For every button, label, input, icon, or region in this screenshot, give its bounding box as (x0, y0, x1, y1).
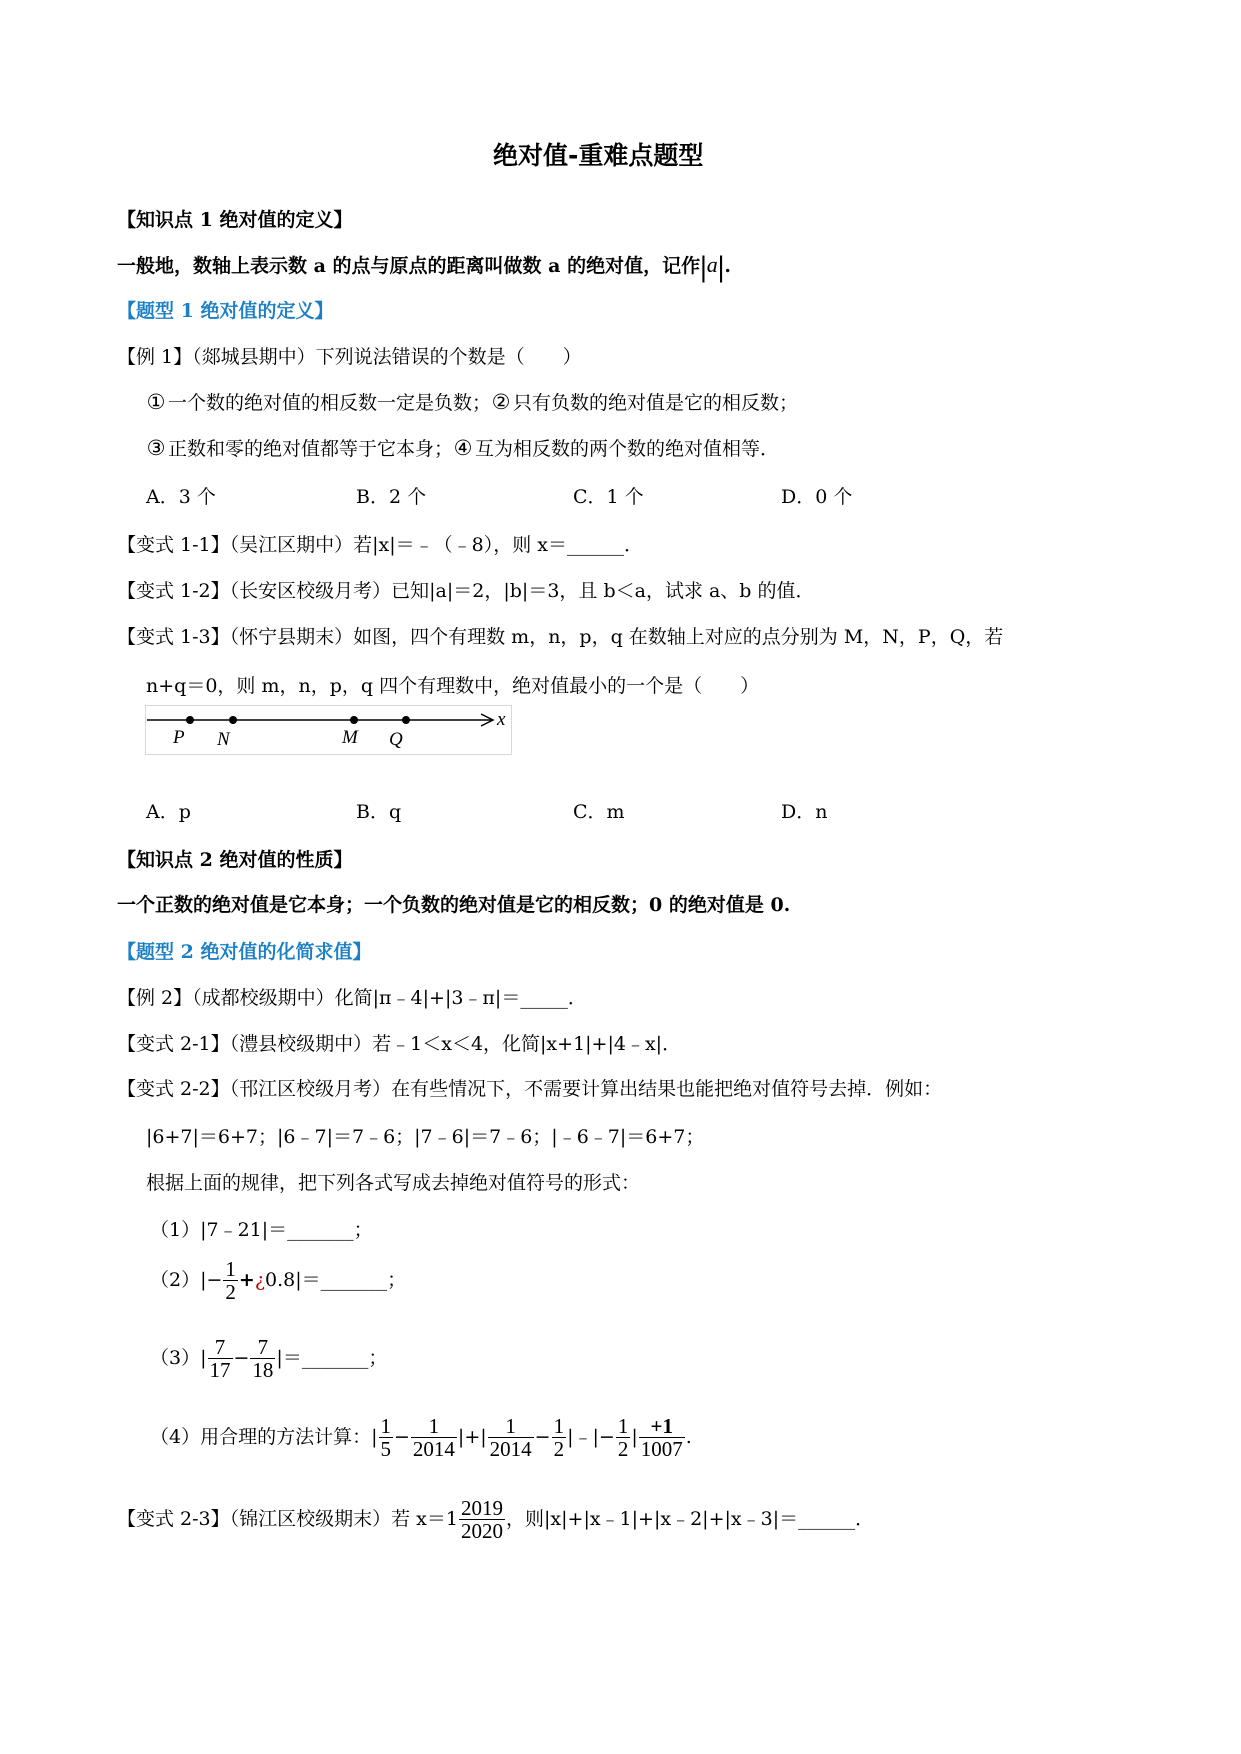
variant-1-2-label: 【变式 1-2】 (117, 580, 230, 602)
q4-f3-num: 1 (505, 1414, 516, 1438)
variant-2-3 (117, 1497, 874, 1542)
q3-b-num: 7 (257, 1335, 269, 1359)
variant-2-2-examples: |6+7|＝6+7；|6﹣7|＝7﹣6；|7﹣6|＝7﹣6；|﹣6﹣7|＝6+7； (146, 1126, 705, 1148)
example-2-label: 【例 2】 (117, 987, 193, 1009)
abs-bar-right: | (717, 250, 725, 283)
variant-1-2 (117, 576, 815, 603)
q4-minus-2: − (534, 1426, 551, 1449)
variant-1-3-line1 (117, 622, 1003, 649)
label-x: x (497, 709, 506, 730)
example-1-option-b: B．2 个 (356, 486, 427, 508)
q4-fraction-4 (552, 1415, 567, 1460)
point-n (229, 716, 237, 724)
variant-1-3-text: （怀宁县期末）如图，四个有理数 m，n，p，q 在数轴上对应的点分别为 M，N，P，Q，若 (229, 626, 1004, 648)
statement-3: 正数和零的绝对值都等于它本身； (168, 438, 454, 460)
q4-f6-num: +1 (650, 1414, 673, 1438)
q2-suffix: 0.8|＝_______； (265, 1269, 407, 1292)
q4-f2-num: 1 (428, 1414, 440, 1438)
q3-suffix: |＝_______； (276, 1347, 388, 1370)
q2-fraction (223, 1258, 238, 1303)
example-1-question: （郯城县期中）下列说法错误的个数是（ ） (192, 346, 582, 368)
variant-2-3-suffix: ，则|x|+|x﹣1|+|x﹣2|+|x﹣3|＝______． (506, 1508, 875, 1531)
kp1-definition: 一般地，数轴上表示数 a 的点与原点的距离叫做数 a 的绝对值，记作 (117, 255, 701, 277)
q4-f5-den: 2 (617, 1437, 629, 1462)
q3-a-den: 17 (209, 1358, 231, 1383)
label-q: Q (389, 729, 403, 750)
knowledge-point-2-label: 【知识点 2 绝对值的性质】 (117, 849, 353, 871)
question-type-2-label: 【题型 2 绝对值的化简求值】 (117, 941, 372, 963)
figure-frame (146, 706, 512, 755)
variant-1-3-line2: n+q＝0，则 m，n，p，q 四个有理数中，绝对值最小的一个是（ ） (146, 675, 760, 697)
knowledge-point-1-text (117, 250, 731, 284)
variant-1-3-option-a: A．p (146, 801, 191, 823)
q3-b-den: 18 (252, 1358, 274, 1383)
point-m (350, 716, 358, 724)
q2-plus: + (238, 1269, 255, 1292)
q4-f4-num: 1 (553, 1414, 565, 1438)
q4-end: . (685, 1426, 692, 1449)
q3-fraction-b (250, 1336, 275, 1381)
v23-den: 2020 (461, 1519, 503, 1544)
variant-2-2-q3 (150, 1336, 387, 1381)
example-1-option-d: D．0 个 (781, 486, 853, 508)
q4-prefix: （4）用合理的方法计算：| (150, 1426, 378, 1449)
variant-1-3-label: 【变式 1-3】 (117, 626, 230, 648)
variant-1-2-text: （长安区校级月考）已知|a|＝2，|b|＝3，且 b＜a，试求 a、b 的值． (229, 580, 815, 602)
q2-num: 1 (225, 1257, 236, 1281)
variant-2-3-label: 【变式 2-3】 (117, 1508, 230, 1531)
q3-fraction-a (208, 1336, 233, 1381)
q4-f4-den: 2 (553, 1437, 565, 1462)
knowledge-point-1-label: 【知识点 1 绝对值的定义】 (117, 209, 353, 231)
q2-glyph: ¿ (254, 1269, 266, 1292)
number-line-figure (145, 705, 513, 755)
statement-4: 互为相反数的两个数的绝对值相等． (475, 438, 780, 460)
variant-2-2-q4 (150, 1415, 692, 1460)
q4-f5-num: 1 (617, 1414, 629, 1438)
q4-f6-den: 1007 (640, 1437, 683, 1462)
kp1-var: a (706, 252, 718, 277)
label-n: N (217, 729, 230, 750)
q4-f1-num: 1 (380, 1414, 391, 1438)
example-1-label: 【例 1】 (117, 346, 193, 368)
abs-bar-left: | (700, 250, 707, 283)
statement-2: 只有负数的绝对值是它的相反数； (513, 392, 799, 414)
variant-2-3-fraction (459, 1497, 505, 1542)
label-p: P (173, 727, 185, 748)
variant-2-1-label: 【变式 2-1】 (117, 1033, 230, 1055)
q3-a-num: 7 (214, 1335, 226, 1359)
question-type-1-label: 【题型 1 绝对值的定义】 (117, 300, 334, 322)
example-2-text: （成都校级期中）化简|π﹣4|+|3﹣π|＝_____． (192, 987, 587, 1009)
circle-number-4: ④ (453, 436, 473, 460)
q3-prefix: （3）| (150, 1347, 207, 1370)
point-p (186, 716, 194, 724)
page-title: 绝对值-重难点题型 (493, 141, 704, 170)
q2-den: 2 (225, 1280, 236, 1305)
q2-prefix: （2）|− (150, 1269, 223, 1292)
v23-num: 2019 (461, 1496, 503, 1520)
q4-f1-den: 5 (380, 1437, 391, 1462)
q4-fraction-1 (379, 1415, 394, 1460)
q3-minus: − (233, 1347, 250, 1370)
circle-number-2: ② (491, 390, 511, 414)
statement-1: 一个数的绝对值的相反数一定是负数； (168, 392, 492, 414)
example-1-stem (117, 342, 582, 369)
variant-2-2-q1: （1）|7﹣21|＝_______； (150, 1219, 373, 1241)
q4-f2-den: 2014 (412, 1437, 455, 1462)
q4-fraction-3 (488, 1415, 534, 1460)
variant-2-2-label: 【变式 2-2】 (117, 1078, 230, 1100)
example-1-statements-a (146, 388, 798, 415)
variant-2-3-prefix: （锦江区校级期末）若 x＝1 (229, 1508, 458, 1531)
example-1-option-a: A．3 个 (146, 486, 216, 508)
kp1-end: . (724, 255, 731, 277)
circle-number-1: ① (146, 390, 166, 414)
knowledge-point-2-text: 一个正数的绝对值是它本身；一个负数的绝对值是它的相反数；0 的绝对值是 0. (117, 894, 791, 916)
variant-1-3-option-d: D．n (781, 801, 828, 823)
q4-fraction-5 (616, 1415, 631, 1460)
q4-bar: | (631, 1426, 638, 1449)
example-1-statements-b (146, 434, 779, 461)
variant-1-1-text: （吴江区期中）若|x|＝﹣（﹣8），则 x＝______． (229, 534, 644, 556)
variant-2-2-stem (117, 1074, 942, 1101)
variant-1-3-option-c: C．m (573, 801, 625, 823)
variant-1-3-option-b: B．q (356, 801, 402, 823)
q4-minus-1: − (394, 1426, 410, 1449)
example-1-option-c: C．1 个 (573, 486, 644, 508)
circle-number-3: ③ (146, 436, 166, 460)
variant-2-2-text: （邗江区校级月考）在有些情况下，不需要计算出结果也能把绝对值符号去掉．例如： (229, 1078, 943, 1100)
q4-f3-den: 2014 (489, 1437, 532, 1462)
variant-1-1-label: 【变式 1-1】 (117, 534, 230, 556)
q4-mid: |+| (457, 1426, 487, 1449)
label-m: M (342, 727, 358, 748)
q4-fraction-6 (639, 1415, 685, 1460)
q4-mid-2: |﹣|− (567, 1426, 615, 1449)
variant-2-2-rule: 根据上面的规律，把下列各式写成去掉绝对值符号的形式： (146, 1172, 641, 1194)
variant-2-1 (117, 1029, 681, 1056)
point-q (402, 716, 410, 724)
example-2 (117, 983, 587, 1010)
variant-1-1 (117, 530, 643, 557)
variant-2-1-text: （澧县校级期中）若﹣1＜x＜4，化简|x+1|+|4﹣x|． (229, 1033, 682, 1055)
variant-2-2-q2 (150, 1258, 406, 1303)
q4-fraction-2 (411, 1415, 457, 1460)
